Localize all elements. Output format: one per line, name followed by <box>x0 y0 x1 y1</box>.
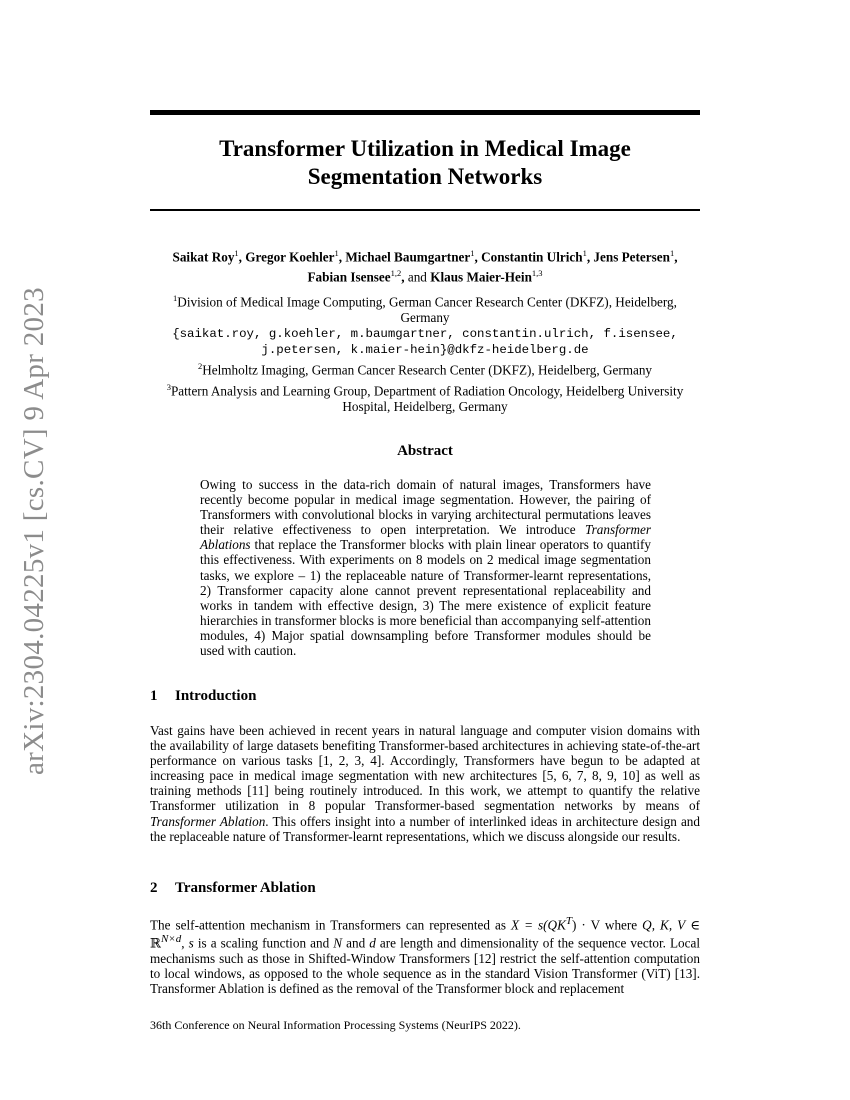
conference-footer: 36th Conference on Neural Information Processing Systems (NeurIPS 2022). <box>150 1018 521 1032</box>
section-1-heading <box>150 688 256 705</box>
affil-mark: 2 <box>197 361 203 372</box>
abstract-text: Owing to success in the data-rich domain of natural images, Transformers have recently become popular in medical image segmentation. However, the pairing of Transformers with convolutional blocks in varying architectural permutations leaves their relative effectiveness to open interpretation. We introduce <box>200 477 651 538</box>
math-expr: ∈ ℝ <box>150 917 700 951</box>
affiliation-1 <box>148 290 702 310</box>
author-name: Jens Petersen <box>593 249 670 265</box>
abstract-body <box>200 477 651 658</box>
author-name: Gregor Koehler <box>245 249 335 265</box>
author-line-2: Fabian Isensee$^{1,2}$, and Klaus Maier-Hein$^{1,3}$ <box>307 268 543 285</box>
section-2-heading <box>150 880 316 897</box>
title-line-2: Segmentation Networks <box>307 164 543 189</box>
affil-text: Division of Medical Image Computing, German Cancer Research Center (DKFZ), Heidelberg, <box>177 294 677 310</box>
arxiv-identifier-stamp: arXiv:2304.04225v1 [cs.CV] 9 Apr 2023 <box>18 287 50 775</box>
math-expr: Q, K, V <box>642 917 686 933</box>
email-line-1: {saikat.roy, g.koehler, m.baumgartner, constantin.ulrich, f.isensee, <box>172 327 678 342</box>
affiliation-3 <box>148 379 702 399</box>
math-expr: ) · V <box>572 917 600 933</box>
title-line-1: Transformer Utilization in Medical Image <box>219 136 631 161</box>
abstract-text: that replace the Transformer blocks with plain linear operators to quantify this effectiveness. With experiments on 8 models on 2 medical image segmentation tasks, we explore – 1) the replaceable nature of Transformer-learnt representations, 2) Transformer capacity alone cannot prevent representational replaceability and works in tandem with effective design, 3) The mere existence of explicit feature hierarchies in transformer blocks is more beneficial than accompanying self-attention modules, 4) Major spatial downsampling before Transformer modules should be used with caution. <box>200 537 651 659</box>
section-number: 2 <box>150 880 158 896</box>
paragraph-text: , <box>181 935 189 951</box>
paragraph-emphasis: Transformer Ablation <box>150 813 266 829</box>
author-list <box>150 245 700 286</box>
paragraph-text: are length and dimensionality of the sequence vector. Local mechanisms such as those in Shifted-Window Transformers [12] restrict the self-attention computation to local windows, as opposed to the whole sequence as in the standard Vision Transformer (ViT) [13]. Transformer Ablation is defined as the removal of the Transformer block and replacement <box>150 935 701 997</box>
authors-conjunction: and <box>407 269 427 285</box>
section-title: Transformer Ablation <box>175 880 316 896</box>
affil-mark: 3 <box>166 381 171 392</box>
math-expr: d <box>369 935 376 951</box>
section-number: 1 <box>150 688 158 704</box>
title-rule-top <box>150 110 700 115</box>
paragraph-text: is a scaling function and <box>193 935 334 951</box>
math-sup: N×d <box>160 933 182 946</box>
author-affil-mark: 1 <box>334 248 339 258</box>
author-affil-mark: 1 <box>582 248 587 258</box>
abstract-emphasis: Transformer Ablations <box>200 522 651 553</box>
section-1-paragraph <box>150 723 700 844</box>
author-affil-mark: 1 <box>234 248 239 258</box>
math-expr: N <box>333 935 343 951</box>
paragraph-text: where <box>599 917 643 933</box>
affiliation-3-cont: Hospital, Heidelberg, Germany <box>342 399 508 415</box>
affil-text: Pattern Analysis and Learning Group, Department of Radiation Oncology, Heidelberg University <box>170 383 684 399</box>
math-expr: s <box>188 935 194 951</box>
author-affil-mark: 1 <box>669 248 675 258</box>
author-name: Constantin Ulrich <box>481 249 583 265</box>
paragraph-text: . This offers insight into a number of interlinked ideas in architecture design and the replaceable nature of Transformer-learnt representations, which we discuss alongside our results. <box>150 813 700 844</box>
author-name: Fabian Isensee <box>307 269 391 285</box>
affil-mark: 1 <box>173 293 178 303</box>
author-name: Michael Baumgartner <box>345 249 471 265</box>
paragraph-text: and <box>342 935 370 951</box>
math-sup: T <box>565 915 572 927</box>
paper-title <box>150 135 700 191</box>
paragraph-text: The self-attention mechanism in Transformers can represented as <box>150 917 512 933</box>
email-line-2: j.petersen, k.maier-hein}@dkfz-heidelberg.de <box>261 343 589 358</box>
author-line-1: Saikat Roy$^1$, Gregor Koehler$^1$, Michael Baumgartner$^1$, Constantin Ulrich$^1$, Jens Petersen$^1$, <box>172 248 678 265</box>
affiliation-1-cont: Germany <box>400 310 450 326</box>
affiliation-2 <box>148 358 702 378</box>
section-2-paragraph <box>150 914 700 996</box>
paragraph-text: Vast gains have been achieved in recent years in natural language and computer vision domains with the availability of large datasets benefiting Transformer-based architectures in achieving state-of-the-art performance on various tasks [1, 2, 3, 4]. Accordingly, Transformers have begun to be adapted at increasing pace in medical image segmentation with new architectures [5, 6, 7, 8, 9, 10] as well as training methods [11] being routinely introduced. In this work, we attempt to quantify the relative Transformer utilization in 8 popular Transformer-based segmentation networks by means of <box>150 723 700 814</box>
abstract-heading: Abstract <box>397 443 453 459</box>
title-rule-bottom <box>150 209 700 211</box>
math-expr: X = s(QK <box>511 917 566 933</box>
author-affil-mark: 1,2 <box>390 268 402 279</box>
affil-text: Helmholtz Imaging, German Cancer Research Center (DKFZ), Heidelberg, Germany <box>202 362 653 378</box>
section-title: Introduction <box>175 688 257 704</box>
affiliations <box>148 290 702 415</box>
author-name: Klaus Maier-Hein <box>430 269 532 285</box>
author-affil-mark: 1,3 <box>531 268 543 279</box>
author-affil-mark: 1 <box>470 248 475 258</box>
author-name: Saikat Roy <box>172 249 235 265</box>
